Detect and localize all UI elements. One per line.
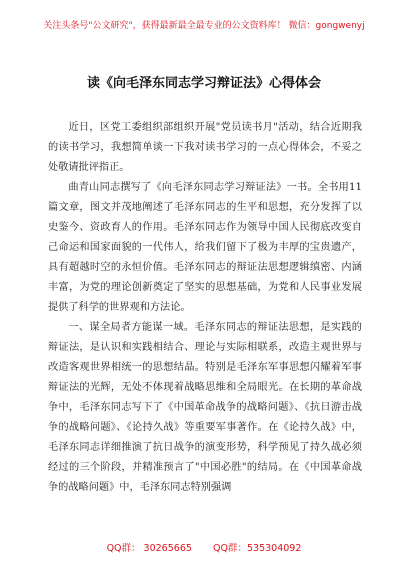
document-title: 读《向毛泽东同志学习辩证法》心得体会 — [86, 76, 321, 91]
paragraph-section-one: 一、谋全局者方能谋一域。毛泽东同志的辩证法思想，是实践的辩证法，是认识和实践相结合、理论与实际相联系，改造主观世界与改造客观世界相统一的思想结晶。特别是毛泽东军事思想闪耀着军事辩证法的光辉，无处不体现着战略思维和全局眼光。在长期的革命战争中，毛泽东同志写下了《中国革命战争的战略问题》、《抗日游击战争的战略问题》、《论持久战》等重要军事著作。在《论持久战》中，毛泽东同志详细推演了抗日战争的演变形势，科学预见了持久战必须经过的三个阶段，并精准预言了"中国必胜"的结局。在《中国革命战争的战略问题》中，毛泽东同志特别强调 — [48, 322, 362, 493]
paragraph-book-overview: 曲青山同志撰写了《向毛泽东同志学习辩证法》一书。全书用11篇文章，图文并茂地阐述了毛泽东同志的生平和思想，充分发挥了以史鉴今、资政育人的作用。毛泽东同志作为领导中国人民彻底改变自己命运和国家面貌的一代伟人，给我们留下了极为丰厚的宝贵遗产，具有超越时空的永恒价值。毛泽东同志的辩证法思想逻辑缜密、内涵丰富，为党的理论创新奠定了坚实的思想基础，为党和人民事业发展提供了科学的世界观和方法论。 — [48, 182, 362, 313]
paragraph-intro: 近日，区党工委组织部组织开展"党员读书月"活动，结合近期我的读书学习，我想简单谈一下我对读书学习的一点心得体会，不妥之处敬请批评指正。 — [48, 122, 362, 173]
document-body — [48, 118, 362, 498]
promo-header: 关注头条号"公文研究"，获得最新最全最专业的公文资料库！ 微信：gongwenyj — [43, 21, 365, 31]
qq-group-footer: QQ群： 30265665 QQ群：535304092 — [106, 543, 302, 554]
